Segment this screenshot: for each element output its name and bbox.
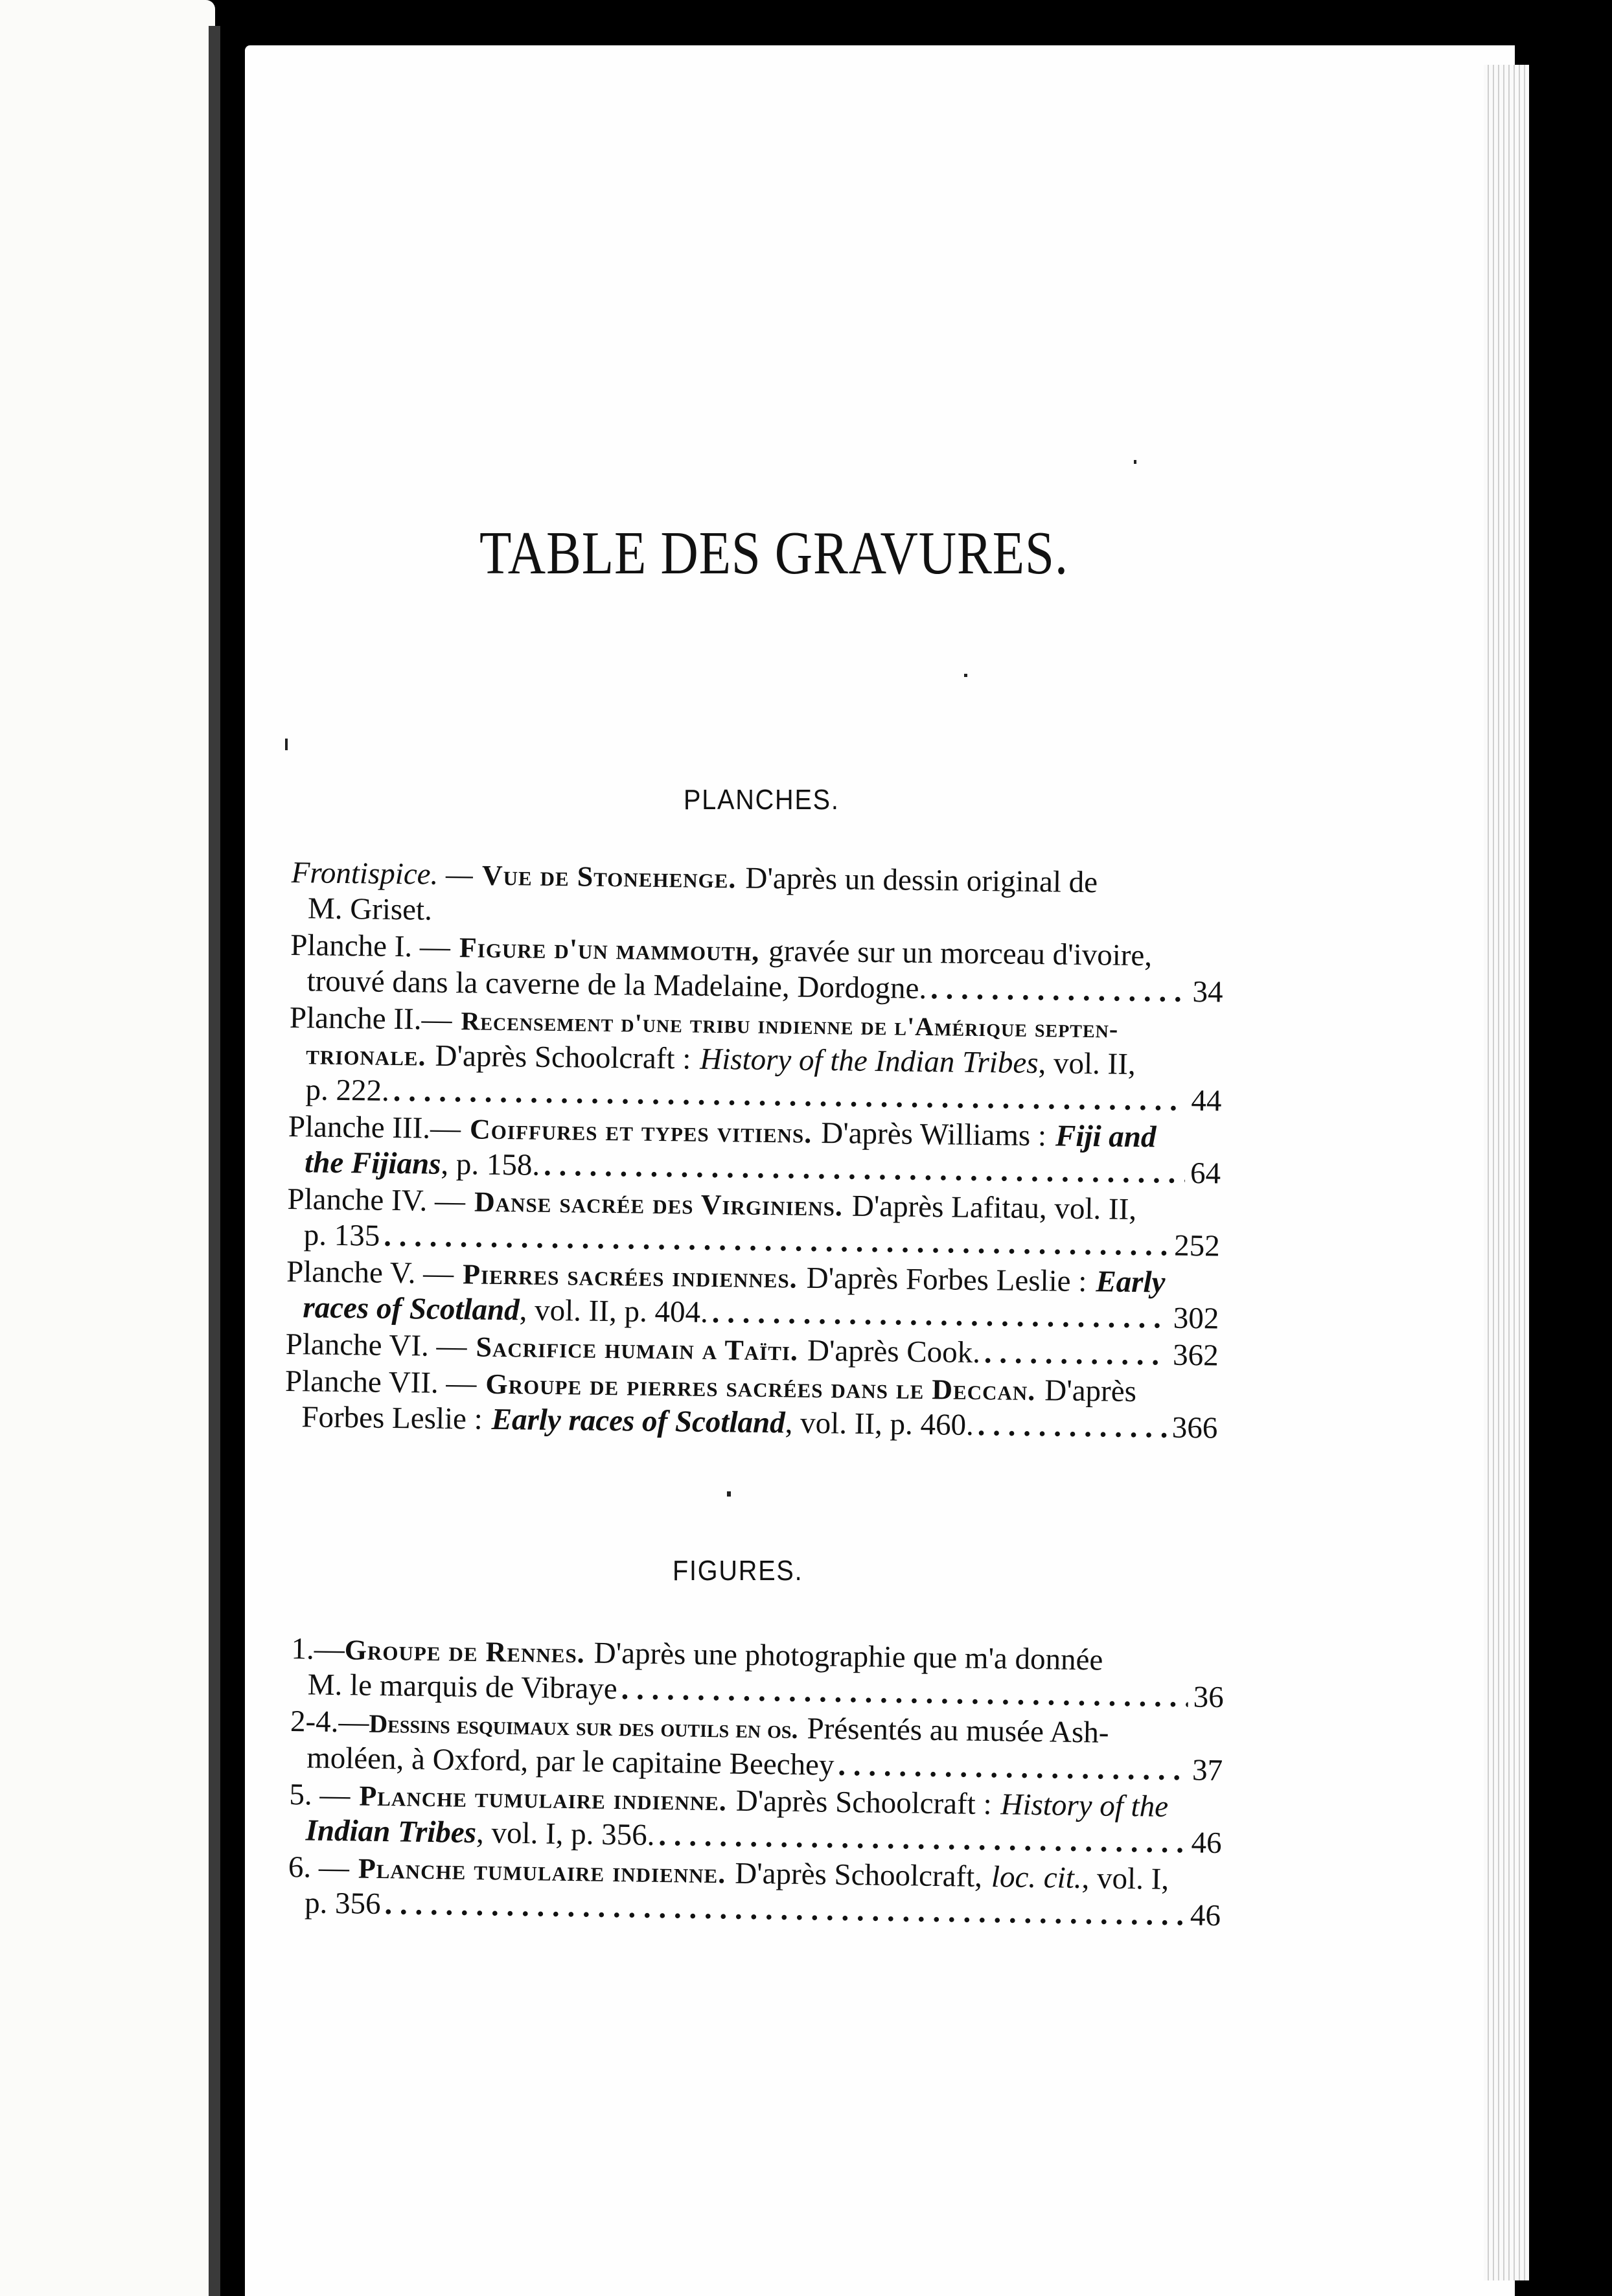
leader-dots bbox=[708, 1295, 1168, 1337]
page-number: 46 bbox=[1190, 1898, 1221, 1933]
speck bbox=[1134, 460, 1136, 464]
list-item bbox=[290, 1631, 1224, 1716]
leader-dots bbox=[927, 971, 1188, 1010]
entry-text: , p. 158. bbox=[441, 1147, 540, 1182]
gutter-shadow bbox=[209, 26, 220, 2296]
entry-text: Forbes Leslie : bbox=[301, 1400, 483, 1436]
entry-caption: Groupe de Rennes. bbox=[344, 1634, 586, 1670]
speck bbox=[964, 674, 967, 677]
entry-source: Early bbox=[1096, 1265, 1166, 1300]
page-number: 64 bbox=[1190, 1156, 1221, 1191]
list-item bbox=[284, 1364, 1218, 1447]
entry-text: M. Griset. bbox=[307, 891, 433, 927]
binding-edge bbox=[1542, 0, 1612, 2296]
entry-text: M. le marquis de Vibraye bbox=[307, 1668, 618, 1706]
entry-text: p. 135 bbox=[303, 1218, 380, 1253]
leader-dots bbox=[617, 1671, 1188, 1715]
entry-caption: Recensement d'une tribu indienne de l'Amérique septen- bbox=[461, 1006, 1119, 1044]
speck bbox=[727, 1491, 731, 1497]
leader-dots bbox=[980, 1335, 1168, 1373]
entry-text: D'après une photographie que m'a donnée bbox=[593, 1636, 1103, 1677]
entry-caption: Danse sacrée des Virginiens. bbox=[474, 1186, 844, 1223]
entry-text: D'après Forbes Leslie : bbox=[806, 1261, 1087, 1299]
leader-dots bbox=[834, 1748, 1187, 1789]
entry-text: D'après bbox=[1044, 1373, 1137, 1408]
entry-source: Fiji and bbox=[1055, 1119, 1157, 1154]
list-item bbox=[290, 928, 1223, 1011]
list-item bbox=[290, 1704, 1223, 1789]
page-number: 44 bbox=[1191, 1083, 1222, 1118]
entry-text: , vol. I, p. 356. bbox=[476, 1816, 655, 1852]
entry-label: Planche VII. — bbox=[284, 1364, 477, 1401]
list-item bbox=[288, 1850, 1221, 1934]
page-edges bbox=[1484, 65, 1529, 2280]
entry-text: D'après Schoolcraft : bbox=[735, 1784, 992, 1822]
entry-label: Planche III.— bbox=[288, 1109, 461, 1146]
page-number: 362 bbox=[1172, 1338, 1219, 1373]
entry-text: D'après Schoolcraft : bbox=[435, 1039, 691, 1076]
list-item bbox=[288, 1777, 1222, 1861]
entry-label: 2-4.— bbox=[290, 1704, 369, 1739]
entry-caption: Planche tumulaire indienne. bbox=[359, 1780, 728, 1817]
entry-source: loc. cit. bbox=[991, 1860, 1082, 1896]
list-item bbox=[288, 1000, 1223, 1119]
entry-text: D'après Lafitau, vol. II, bbox=[851, 1189, 1137, 1226]
facing-page bbox=[0, 0, 215, 2296]
entry-label: Planche VI. — bbox=[285, 1327, 467, 1364]
section-heading-figures: FIGURES. bbox=[673, 1555, 803, 1587]
entry-text: moléen, à Oxford, par le capitaine Beechey bbox=[306, 1741, 835, 1782]
entry-text: Présentés au musée Ash- bbox=[807, 1712, 1109, 1750]
entry-text: , vol. II, bbox=[1038, 1046, 1136, 1081]
entry-caption: Sacrifice humain a Taïti. bbox=[476, 1331, 799, 1367]
list-item bbox=[291, 855, 1225, 938]
entry-source: races of Scotland bbox=[303, 1291, 520, 1327]
page-title: TABLE DES GRAVURES. bbox=[479, 520, 1068, 587]
entry-label: 5. — bbox=[289, 1777, 351, 1813]
leader-dots bbox=[654, 1818, 1186, 1861]
list-item bbox=[286, 1254, 1219, 1337]
entry-caption: Planche tumulaire indienne. bbox=[358, 1852, 726, 1890]
entry-caption: trionale. bbox=[305, 1039, 426, 1072]
section-heading-planches: PLANCHES. bbox=[684, 784, 840, 816]
entry-caption: Vue de Stonehenge. bbox=[481, 859, 737, 895]
entry-label: Planche II.— bbox=[289, 1000, 452, 1037]
entry-source: History of the bbox=[1000, 1787, 1169, 1824]
entry-text: D'après un dessin original de bbox=[745, 861, 1098, 900]
entry-label: 1.— bbox=[291, 1632, 345, 1667]
entry-text: , vol. II, p. 404. bbox=[519, 1293, 709, 1329]
page-number: 366 bbox=[1171, 1410, 1218, 1445]
entry-text: D'après Williams : bbox=[821, 1116, 1047, 1153]
entry-text: D'après Cook. bbox=[807, 1333, 981, 1370]
entry-source: History of the Indian Tribes bbox=[700, 1042, 1039, 1081]
entry-text: D'après Schoolcraft, bbox=[734, 1856, 983, 1894]
speck bbox=[285, 739, 288, 750]
entry-label: Planche IV. — bbox=[287, 1182, 466, 1219]
page-number: 302 bbox=[1173, 1301, 1219, 1336]
entry-text: gravée sur un morceau d'ivoire, bbox=[768, 934, 1153, 973]
entry-caption: Dessins esquimaux sur des outils en os. bbox=[369, 1708, 798, 1744]
leader-dots bbox=[973, 1408, 1167, 1446]
leader-dots bbox=[540, 1148, 1186, 1191]
list-item bbox=[286, 1182, 1220, 1265]
entry-caption: Groupe de pierres sacrées dans le Deccan. bbox=[485, 1368, 1036, 1407]
entry-caption: Figure d'un mammouth, bbox=[459, 932, 760, 967]
list-item bbox=[288, 1109, 1221, 1192]
figures-list bbox=[288, 1631, 1225, 1935]
page-number: 46 bbox=[1191, 1826, 1222, 1861]
entry-label: Planche V. — bbox=[286, 1254, 454, 1291]
entry-text: p. 222. bbox=[305, 1073, 390, 1108]
entry-source: the Fijians bbox=[304, 1145, 441, 1181]
entry-label: Planche I. — bbox=[290, 928, 451, 965]
page-number: 37 bbox=[1192, 1753, 1223, 1788]
entry-caption: Coiffures et types vitiens. bbox=[469, 1113, 812, 1149]
entry-text: trouvé dans la caverne de la Madelaine, Dordogne. bbox=[306, 964, 927, 1005]
entry-label: Frontispice. — bbox=[291, 855, 474, 892]
page-number: 36 bbox=[1193, 1680, 1225, 1715]
page-number: 252 bbox=[1173, 1228, 1221, 1263]
entry-text: p. 356 bbox=[304, 1886, 381, 1921]
page-number: 34 bbox=[1192, 975, 1223, 1009]
entry-text: , vol. II, p. 460. bbox=[785, 1406, 974, 1442]
entry-text: , vol. I, bbox=[1081, 1861, 1169, 1896]
entry-caption: Pierres sacrées indiennes. bbox=[462, 1258, 798, 1294]
entry-source: Early races of Scotland bbox=[491, 1402, 786, 1440]
entry-label: 6. — bbox=[288, 1850, 350, 1885]
entry-source: Indian Tribes bbox=[305, 1813, 477, 1850]
planches-list bbox=[284, 855, 1225, 1448]
